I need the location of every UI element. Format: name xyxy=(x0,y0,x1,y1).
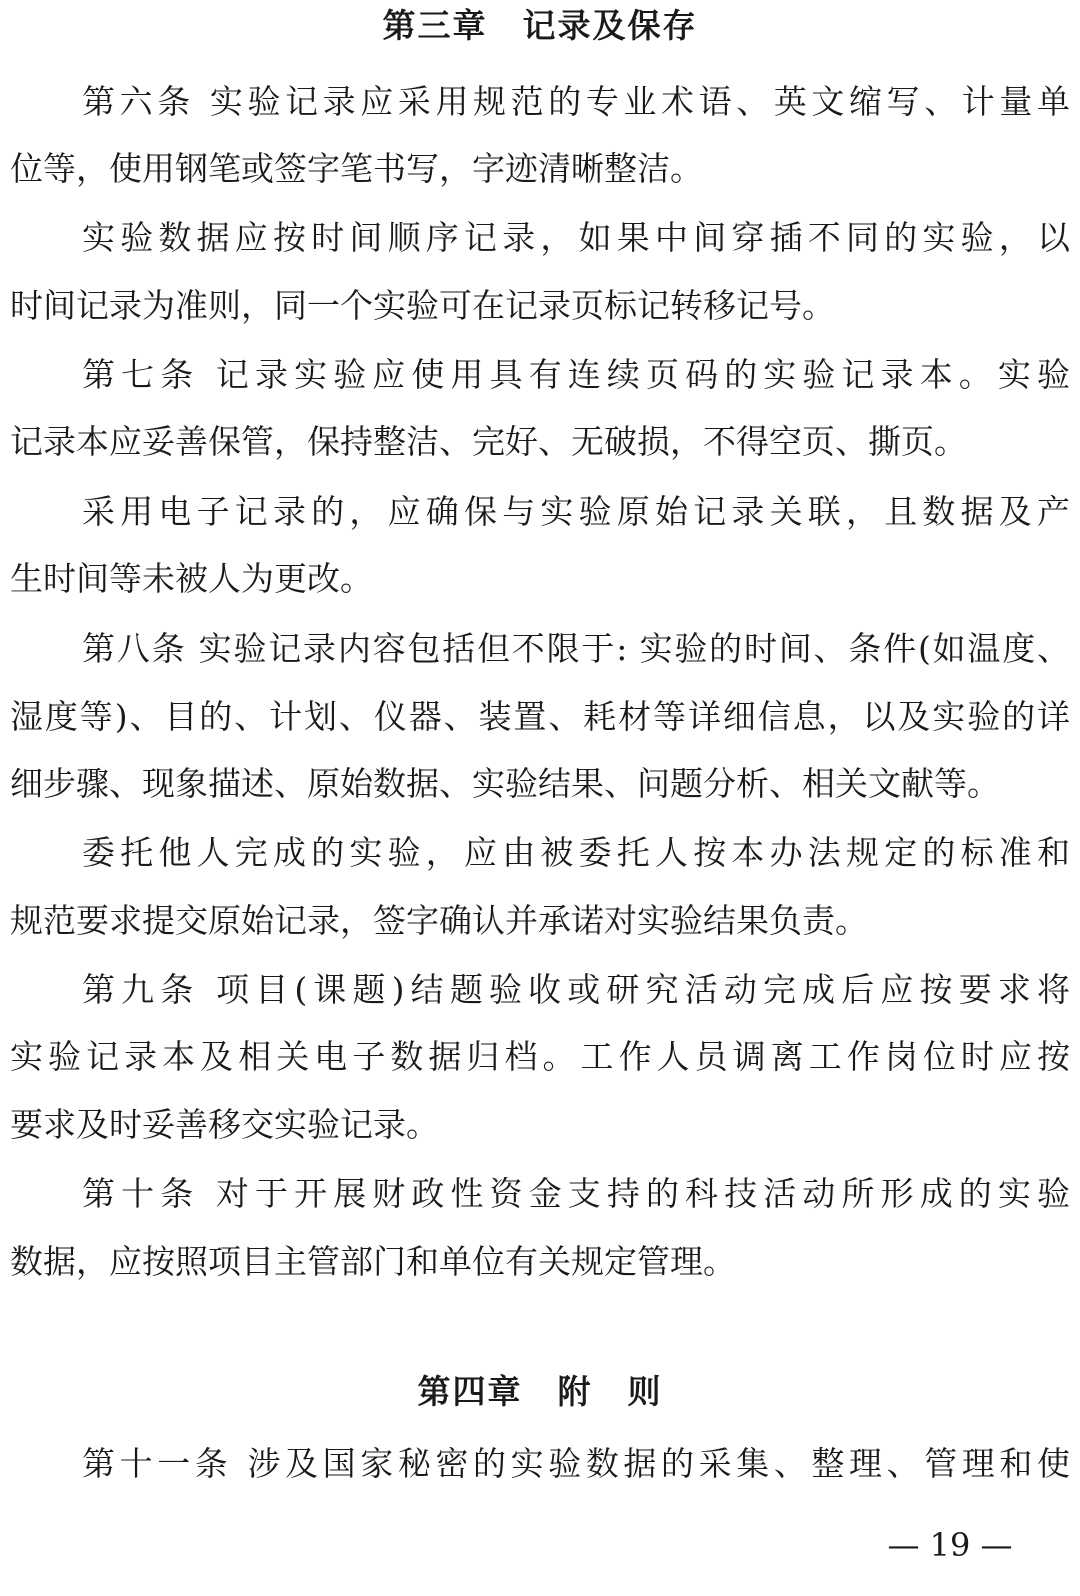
paragraph-article-9-line-1: 第九条 项目(课题)结题验收或研究活动完成后应按要求将 xyxy=(82,970,1070,1009)
paragraph-article-11-line-1: 第十一条 涉及国家秘密的实验数据的采集、整理、管理和使 xyxy=(82,1444,1070,1483)
paragraph-article-7-line-2: 记录本应妥善保管，保持整洁、完好、无破损，不得空页、撕页。 xyxy=(10,422,967,461)
paragraph-time-order-line-2: 时间记录为准则，同一个实验可在记录页标记转移记号。 xyxy=(10,286,835,325)
paragraph-electronic-records-line-1: 采用电子记录的，应确保与实验原始记录关联，且数据及产 xyxy=(82,492,1070,531)
paragraph-article-9-line-3: 要求及时妥善移交实验记录。 xyxy=(10,1105,439,1144)
paragraph-delegated-line-2: 规范要求提交原始记录，签字确认并承诺对实验结果负责。 xyxy=(10,901,868,940)
paragraph-article-8-line-1: 第八条 实验记录内容包括但不限于: 实验的时间、条件(如温度、 xyxy=(82,629,1070,668)
paragraph-article-6-line-1: 第六条 实验记录应采用规范的专业术语、英文缩写、计量单 xyxy=(82,82,1070,121)
paragraph-delegated-line-1: 委托他人完成的实验，应由被委托人按本办法规定的标准和 xyxy=(82,833,1070,872)
paragraph-time-order-line-1: 实验数据应按时间顺序记录，如果中间穿插不同的实验，以 xyxy=(82,218,1070,257)
page-number: — 19 — xyxy=(887,1526,1013,1564)
chapter-3-title: 第三章 记录及保存 xyxy=(382,6,698,45)
paragraph-article-8-line-3: 细步骤、现象描述、原始数据、实验结果、问题分析、相关文献等。 xyxy=(10,764,1000,803)
paragraph-article-8-line-2: 湿度等)、目的、计划、仪器、装置、耗材等详细信息，以及实验的详 xyxy=(10,697,1070,736)
chapter-4-title: 第四章 附 则 xyxy=(417,1372,663,1411)
paragraph-electronic-records-line-2: 生时间等未被人为更改。 xyxy=(10,559,373,598)
paragraph-article-10-line-2: 数据，应按照项目主管部门和单位有关规定管理。 xyxy=(10,1242,736,1281)
paragraph-article-9-line-2: 实验记录本及相关电子数据归档。工作人员调离工作岗位时应按 xyxy=(10,1037,1070,1076)
paragraph-article-10-line-1: 第十条 对于开展财政性资金支持的科技活动所形成的实验 xyxy=(82,1174,1070,1213)
paragraph-article-6-line-2: 位等，使用钢笔或签字笔书写，字迹清晰整洁。 xyxy=(10,149,703,188)
paragraph-article-7-line-1: 第七条 记录实验应使用具有连续页码的实验记录本。实验 xyxy=(82,355,1070,394)
